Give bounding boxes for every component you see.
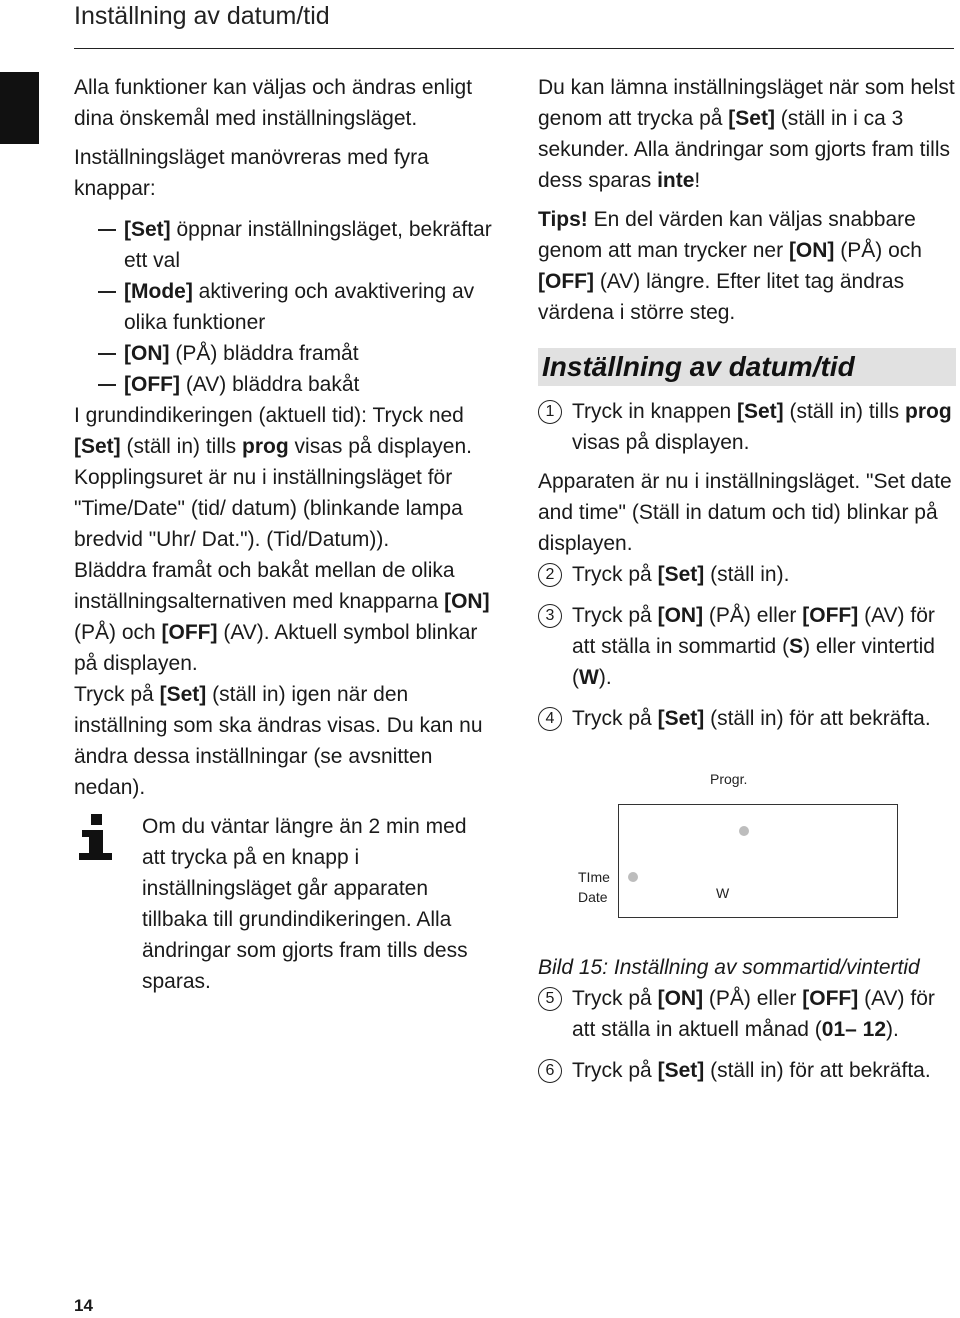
figure-caption: Bild 15: Inställning av sommartid/vintertid [538, 956, 920, 979]
status-paragraph: Apparaten är nu i inställningsläget. "Set date and time" (Ställ in datum och tid) blinkar på displayen. [538, 470, 952, 555]
section-heading: Inställning av datum/tid [538, 348, 956, 386]
step-2: 2 Tryck på [Set] (ställ in). [538, 559, 956, 590]
step-3: 3 Tryck på [ON] (PÅ) eller [OFF] (AV) för att ställa in sommartid (S) eller vintertid (W). [538, 600, 956, 693]
time-label: TIme [578, 869, 610, 885]
display-figure [538, 756, 956, 956]
progr-label: Progr. [710, 771, 748, 787]
step-6: 6 Tryck på [Set] (ställ in) för att bekräfta. [538, 1055, 956, 1086]
info-note [74, 811, 494, 997]
display-frame [618, 804, 898, 918]
list-item-off: [OFF] (AV) bläddra bakåt [74, 369, 494, 400]
confirm-paragraph: Tryck på [Set] (ställ in) igen när den inställning som ska ändras visas. Du kan nu ändra dessa inställningar (se avsnitten nedan). [74, 683, 483, 799]
step-number: 3 [538, 604, 562, 628]
step-number: 1 [538, 400, 562, 424]
right-column [538, 72, 956, 1086]
chapter-tab-marker [0, 72, 39, 144]
info-text: Om du väntar längre än 2 min med att trycka på en knapp i inställningsläget går apparaten tillbaka till grundindikeringen. Alla ändringar som gjorts fram tills dess sparas. [142, 815, 468, 993]
step-number: 4 [538, 707, 562, 731]
list-item-on: [ON] (PÅ) bläddra framåt [74, 338, 494, 369]
page-header-title: Inställning av datum/tid [74, 2, 330, 30]
step-number: 6 [538, 1059, 562, 1083]
step-5: 5 Tryck på [ON] (PÅ) eller [OFF] (AV) för att ställa in aktuell månad (01– 12). [538, 983, 956, 1045]
list-item-set: [Set] öppnar inställningsläget, bekräftar ett val [74, 214, 494, 276]
date-label: Date [578, 889, 608, 905]
step-number: 2 [538, 563, 562, 587]
step-4: 4 Tryck på [Set] (ställ in) för att bekräfta. [538, 703, 956, 734]
grundindikering-paragraph: I grundindikeringen (aktuell tid): Tryck ned [Set] (ställ in) tills prog visas på displayen. Kopplingsuret är nu i inställningsläget för "Time/Date" (tid/ datum) (blinkande lampa bredvid "Uhr/ Dat."). (Tid/Datum)). [74, 404, 472, 551]
progr-indicator-lamp [739, 826, 749, 836]
time-date-indicator-lamp [628, 872, 638, 882]
info-icon [76, 813, 122, 861]
buttons-intro: Inställningsläget manövreras med fyra knappar: [74, 146, 429, 200]
tips-paragraph: Tips! En del värden kan väljas snabbare genom att man trycker ner [ON] (PÅ) och [OFF] (AV) längre. Efter litet tag ändras värdena i större steg. [538, 208, 922, 324]
button-list [74, 214, 494, 400]
header-divider [74, 48, 954, 49]
browse-paragraph: Bläddra framåt och bakåt mellan de olika inställningsalternativen med knapparna [ON] (PÅ) och [OFF] (AV). Aktuell symbol blinkar på displayen. [74, 559, 490, 675]
step-number: 5 [538, 987, 562, 1011]
tips-label: Tips! [538, 208, 588, 231]
step-1: 1 Tryck in knappen [Set] (ställ in) tills prog visas på displayen. [538, 396, 956, 458]
left-column [74, 72, 494, 997]
list-item-mode: [Mode] aktivering och avaktivering av olika funktioner [74, 276, 494, 338]
page-number: 14 [74, 1296, 93, 1315]
exit-paragraph: Du kan lämna inställningsläget när som helst genom att trycka på [Set] (ställ in i ca 3 sekunder. Alla ändringar som gjorts fram tills dess sparas inte! [538, 76, 955, 192]
winter-w-label: W [716, 885, 730, 901]
intro-paragraph: Alla funktioner kan väljas och ändras enligt dina önskemål med inställningsläget. [74, 76, 473, 130]
